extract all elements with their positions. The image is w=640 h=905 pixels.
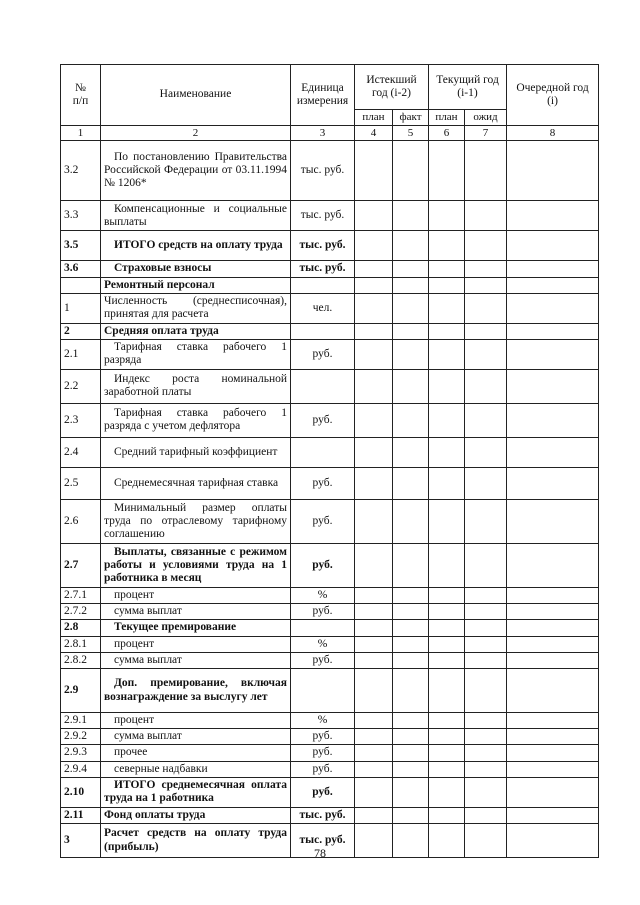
value-cell-fact [393,669,429,713]
row-unit-cell: тыс. руб. [291,261,355,277]
value-cell-plan-expired [355,339,393,369]
row-unit-cell: % [291,713,355,729]
row-number-cell: 2.7.2 [61,604,101,620]
row-number-cell: 2.3 [61,403,101,437]
row-name-cell: Ремонтный персонал [101,277,291,293]
row-unit-cell: тыс. руб. [291,141,355,201]
value-cell-plan-current [429,261,465,277]
value-cell-next-year [507,141,599,201]
value-cell-expected [465,437,507,467]
value-cell-plan-expired [355,323,393,339]
value-cell-next-year [507,293,599,323]
row-number-cell: 2 [61,323,101,339]
row-unit-cell: % [291,587,355,603]
column-number: 5 [393,125,429,141]
column-number: 6 [429,125,465,141]
value-cell-next-year [507,323,599,339]
row-number-cell: 2.8.2 [61,652,101,668]
value-cell-plan-expired [355,713,393,729]
table-row [61,369,599,403]
value-cell-plan-expired [355,437,393,467]
value-cell-fact [393,467,429,499]
value-cell-plan-current [429,141,465,201]
data-table [60,64,599,858]
value-cell-fact [393,323,429,339]
table-row [61,713,599,729]
value-cell-plan-expired [355,587,393,603]
row-unit-cell [291,437,355,467]
row-unit-cell: руб. [291,761,355,777]
value-cell-expected [465,620,507,636]
header-plan-current: план [429,110,465,126]
table-row [61,403,599,437]
value-cell-plan-expired [355,669,393,713]
row-name-cell: Средний тарифный коэффициент [101,437,291,467]
row-number-cell: 2.7.1 [61,587,101,603]
value-cell-fact [393,499,429,543]
value-cell-plan-expired [355,231,393,261]
row-number-cell: 2.11 [61,807,101,823]
value-cell-plan-current [429,277,465,293]
value-cell-plan-current [429,543,465,587]
row-number-cell: 2.9.3 [61,745,101,761]
value-cell-next-year [507,339,599,369]
value-cell-next-year [507,620,599,636]
header-unit: Единица измерения [291,65,355,126]
table-row [61,761,599,777]
row-number-cell: 3 [61,824,101,858]
table-row [61,293,599,323]
value-cell-plan-expired [355,604,393,620]
row-name-cell: Численность (среднесписочная), принятая для расчета [101,293,291,323]
row-name-cell: Средняя оплата труда [101,323,291,339]
row-unit-cell: руб. [291,652,355,668]
value-cell-fact [393,777,429,807]
row-number-cell [61,277,101,293]
row-unit-cell [291,277,355,293]
header-plan-expired: план [355,110,393,126]
value-cell-plan-current [429,807,465,823]
value-cell-next-year [507,201,599,231]
table-body [61,141,599,858]
value-cell-fact [393,403,429,437]
value-cell-next-year [507,604,599,620]
value-cell-fact [393,604,429,620]
row-unit-cell: руб. [291,729,355,745]
value-cell-next-year [507,403,599,437]
value-cell-plan-expired [355,141,393,201]
value-cell-plan-expired [355,652,393,668]
value-cell-next-year [507,231,599,261]
row-name-cell: ИТОГО среднемесячная оплата труда на 1 работника [101,777,291,807]
row-unit-cell: чел. [291,293,355,323]
row-unit-cell: руб. [291,499,355,543]
value-cell-next-year [507,467,599,499]
value-cell-plan-expired [355,201,393,231]
table-row [61,277,599,293]
value-cell-fact [393,745,429,761]
value-cell-next-year [507,652,599,668]
value-cell-fact [393,807,429,823]
value-cell-expected [465,261,507,277]
value-cell-plan-current [429,761,465,777]
row-unit-cell [291,369,355,403]
value-cell-next-year [507,261,599,277]
value-cell-plan-current [429,636,465,652]
row-number-cell: 3.3 [61,201,101,231]
value-cell-plan-expired [355,403,393,437]
value-cell-plan-expired [355,467,393,499]
row-name-cell: процент [101,636,291,652]
value-cell-expected [465,201,507,231]
value-cell-plan-current [429,777,465,807]
row-name-cell: Минимальный размер оплаты труда по отраслевому тарифному соглашению [101,499,291,543]
value-cell-expected [465,777,507,807]
header-next-year: Очередной год (i) [507,65,599,126]
row-name-cell: Страховые взносы [101,261,291,277]
row-unit-cell: руб. [291,777,355,807]
value-cell-fact [393,231,429,261]
value-cell-next-year [507,277,599,293]
row-name-cell: Индекс роста номинальной заработной платы [101,369,291,403]
value-cell-expected [465,636,507,652]
header-name: Наименование [101,65,291,126]
row-unit-cell: руб. [291,543,355,587]
row-name-cell: Тарифная ставка рабочего 1 разряда [101,339,291,369]
value-cell-plan-current [429,713,465,729]
row-unit-cell: тыс. руб. [291,807,355,823]
value-cell-plan-expired [355,636,393,652]
row-unit-cell: руб. [291,339,355,369]
table-row [61,745,599,761]
value-cell-next-year [507,587,599,603]
row-number-cell: 2.2 [61,369,101,403]
value-cell-expected [465,369,507,403]
value-cell-fact [393,543,429,587]
value-cell-plan-expired [355,761,393,777]
value-cell-plan-current [429,339,465,369]
value-cell-plan-current [429,587,465,603]
value-cell-plan-current [429,604,465,620]
value-cell-next-year [507,745,599,761]
table-row [61,729,599,745]
value-cell-fact [393,437,429,467]
row-name-cell: Доп. премирование, включая вознаграждение за выслугу лет [101,669,291,713]
value-cell-expected [465,403,507,437]
row-name-cell: ИТОГО средств на оплату труда [101,231,291,261]
value-cell-expected [465,745,507,761]
value-cell-expected [465,669,507,713]
value-cell-fact [393,713,429,729]
value-cell-next-year [507,369,599,403]
row-number-cell: 1 [61,293,101,323]
table-row [61,636,599,652]
column-number: 4 [355,125,393,141]
value-cell-plan-current [429,403,465,437]
value-cell-plan-current [429,620,465,636]
value-cell-plan-current [429,729,465,745]
column-number: 3 [291,125,355,141]
row-name-cell: сумма выплат [101,729,291,745]
value-cell-fact [393,729,429,745]
value-cell-expected [465,587,507,603]
header-expected: ожид [465,110,507,126]
value-cell-fact [393,620,429,636]
value-cell-fact [393,652,429,668]
value-cell-plan-expired [355,543,393,587]
row-name-cell: Тарифная ставка рабочего 1 разряда с учетом дефлятора [101,403,291,437]
row-number-cell: 2.8 [61,620,101,636]
row-number-cell: 2.8.1 [61,636,101,652]
table-row [61,339,599,369]
row-unit-cell: руб. [291,467,355,499]
row-number-cell: 2.7 [61,543,101,587]
table-row [61,201,599,231]
row-unit-cell: руб. [291,745,355,761]
column-number: 8 [507,125,599,141]
table-row [61,467,599,499]
row-unit-cell [291,620,355,636]
value-cell-plan-current [429,437,465,467]
row-name-cell: Фонд оплаты труда [101,807,291,823]
value-cell-fact [393,636,429,652]
row-name-cell: Расчет средств на оплату труда (прибыль) [101,824,291,858]
value-cell-expected [465,231,507,261]
value-cell-plan-current [429,293,465,323]
table-row [61,587,599,603]
header-expired-year: Истекший год (i-2) [355,65,429,110]
row-name-cell: По постановлению Правительства Российской Федерации от 03.11.1994 № 1206* [101,141,291,201]
value-cell-plan-expired [355,807,393,823]
value-cell-plan-current [429,369,465,403]
column-number: 7 [465,125,507,141]
value-cell-next-year [507,761,599,777]
value-cell-fact [393,369,429,403]
value-cell-next-year [507,636,599,652]
value-cell-plan-expired [355,499,393,543]
row-number-cell: 3.6 [61,261,101,277]
row-number-cell: 3.2 [61,141,101,201]
header-num: № п/п [61,65,101,126]
row-name-cell: Среднемесячная тарифная ставка [101,467,291,499]
value-cell-fact [393,201,429,231]
value-cell-plan-expired [355,745,393,761]
row-number-cell: 2.4 [61,437,101,467]
value-cell-next-year [507,807,599,823]
column-number: 2 [101,125,291,141]
row-name-cell: сумма выплат [101,604,291,620]
value-cell-expected [465,652,507,668]
value-cell-next-year [507,713,599,729]
row-unit-cell: % [291,636,355,652]
value-cell-fact [393,141,429,201]
row-name-cell: северные надбавки [101,761,291,777]
value-cell-plan-current [429,499,465,543]
row-unit-cell [291,323,355,339]
value-cell-plan-current [429,231,465,261]
value-cell-expected [465,323,507,339]
value-cell-plan-current [429,323,465,339]
row-name-cell: сумма выплат [101,652,291,668]
table-row [61,620,599,636]
table-row [61,323,599,339]
value-cell-plan-expired [355,369,393,403]
row-unit-cell: руб. [291,403,355,437]
table-row [61,652,599,668]
table-row [61,777,599,807]
value-cell-expected [465,277,507,293]
row-name-cell: процент [101,713,291,729]
value-cell-plan-expired [355,777,393,807]
value-cell-fact [393,261,429,277]
header-fact: факт [393,110,429,126]
row-number-cell: 3.5 [61,231,101,261]
value-cell-plan-expired [355,277,393,293]
row-number-cell: 2.10 [61,777,101,807]
table-row [61,543,599,587]
row-name-cell: Компенсационные и социальные выплаты [101,201,291,231]
table-row [61,231,599,261]
value-cell-next-year [507,729,599,745]
row-name-cell: Выплаты, связанные с режимом работы и условиями труда на 1 работника в месяц [101,543,291,587]
value-cell-plan-expired [355,261,393,277]
value-cell-fact [393,587,429,603]
value-cell-plan-current [429,652,465,668]
row-unit-cell: тыс. руб. [291,201,355,231]
table-row [61,499,599,543]
row-unit-cell: тыс. руб. [291,824,355,858]
value-cell-fact [393,761,429,777]
value-cell-expected [465,141,507,201]
value-cell-next-year [507,777,599,807]
row-number-cell: 2.9.4 [61,761,101,777]
table-row [61,807,599,823]
row-name-cell: прочее [101,745,291,761]
table-row [61,669,599,713]
row-number-cell: 2.9.2 [61,729,101,745]
table-row [61,261,599,277]
value-cell-expected [465,499,507,543]
value-cell-plan-current [429,201,465,231]
value-cell-plan-expired [355,620,393,636]
value-cell-expected [465,761,507,777]
value-cell-fact [393,293,429,323]
value-cell-next-year [507,543,599,587]
row-number-cell: 2.9 [61,669,101,713]
table-row [61,141,599,201]
column-number: 1 [61,125,101,141]
value-cell-expected [465,807,507,823]
table-row [61,437,599,467]
row-number-cell: 2.9.1 [61,713,101,729]
value-cell-expected [465,604,507,620]
row-name-cell: Текущее премирование [101,620,291,636]
row-number-cell: 2.6 [61,499,101,543]
value-cell-expected [465,543,507,587]
value-cell-next-year [507,669,599,713]
value-cell-plan-expired [355,293,393,323]
row-name-cell: процент [101,587,291,603]
row-unit-cell [291,669,355,713]
value-cell-next-year [507,437,599,467]
value-cell-fact [393,277,429,293]
page-number: 78 [314,846,326,860]
table-row [61,604,599,620]
column-numbers-row [61,125,599,141]
header-current-year: Текущий год (i-1) [429,65,507,110]
value-cell-plan-expired [355,729,393,745]
value-cell-next-year [507,499,599,543]
value-cell-expected [465,729,507,745]
value-cell-plan-current [429,467,465,499]
row-number-cell: 2.5 [61,467,101,499]
value-cell-expected [465,713,507,729]
value-cell-expected [465,467,507,499]
value-cell-fact [393,339,429,369]
value-cell-expected [465,293,507,323]
value-cell-plan-current [429,745,465,761]
value-cell-expected [465,339,507,369]
value-cell-plan-current [429,669,465,713]
row-unit-cell: тыс. руб. [291,231,355,261]
row-number-cell: 2.1 [61,339,101,369]
row-unit-cell: руб. [291,604,355,620]
